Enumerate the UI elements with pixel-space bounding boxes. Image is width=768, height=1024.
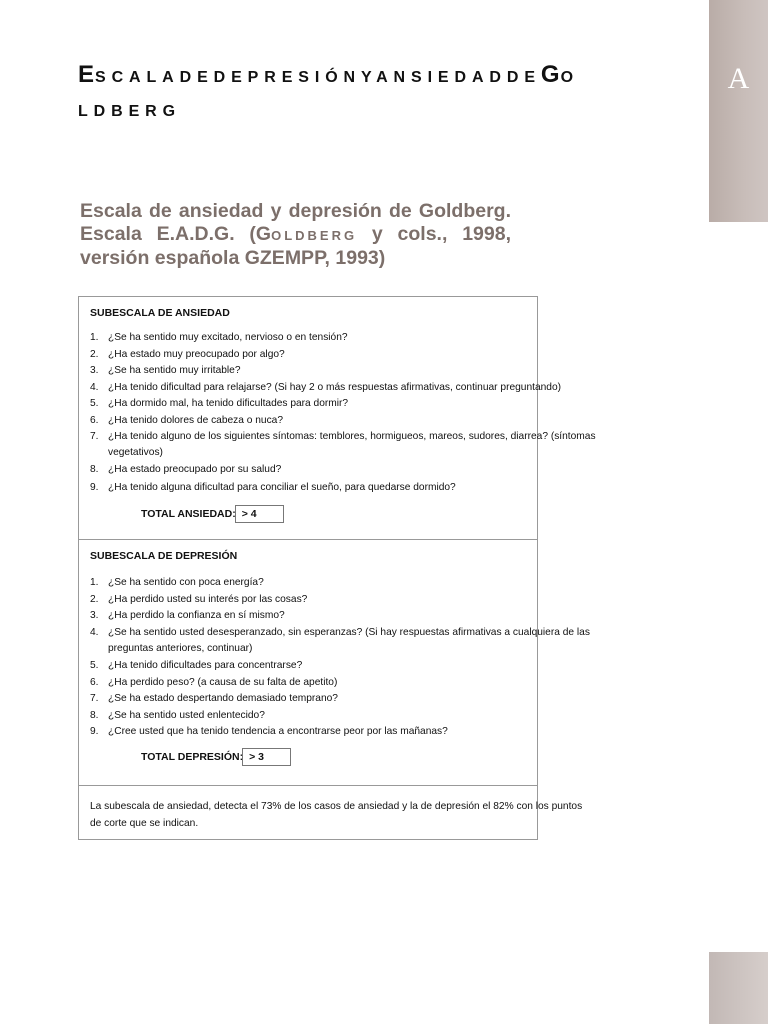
note-text [90, 798, 650, 832]
list-item: 9. ¿Cree usted que ha tenido tendencia a encontrarse peor por las mañanas? [90, 726, 448, 737]
subtitle-text-1: Escala de ansiedad y depresión de Goldberg. Escala E.A.D.G. (G [80, 200, 511, 245]
list-item: 8. ¿Se ha sentido usted enlentecido? [90, 709, 265, 721]
title-part-2: O [560, 69, 579, 86]
depression-total-value: > 3 [242, 748, 291, 766]
list-item: 9. ¿Ha tenido alguna dificultad para conciliar el sueño, para quedarse dormido? [90, 482, 456, 493]
title-initial-1: E [78, 61, 96, 88]
list-item: 1. ¿Se ha sentido con poca energía? [90, 577, 264, 588]
title-line-2: LDBERG [78, 103, 181, 120]
list-item: 4. ¿Se ha sentido usted desesperanzado, sin esperanzas? (Si hay respuestas afirmativas a cualquiera de las preguntas anteriores, continuar) [90, 627, 590, 654]
note-line-2: de corte que se indican. [90, 818, 199, 829]
chapter-letter: A [727, 62, 750, 95]
list-item: 3. ¿Se ha sentido muy irritable? [90, 365, 241, 376]
chapter-tab-bottom [709, 952, 768, 1024]
anxiety-total-label: TOTAL ANSIEDAD: [141, 508, 236, 520]
list-item: 1. ¿Se ha sentido muy excitado, nervioso o en tensión? [90, 332, 348, 343]
anxiety-subscale-box [78, 296, 596, 540]
list-item: 6. ¿Ha perdido peso? (a causa de su falta de apetito) [90, 676, 338, 688]
depression-total-label: TOTAL DEPRESIÓN: [141, 751, 244, 763]
anxiety-total [141, 505, 284, 523]
title-initial-2: G [540, 61, 561, 88]
page-title [78, 58, 678, 129]
depression-total [141, 748, 291, 766]
list-item: 5. ¿Ha tenido dificultades para concentrarse? [90, 660, 303, 671]
list-item: 6. ¿Ha tenido dolores de cabeza o nuca? [90, 414, 284, 426]
anxiety-total-value: > 4 [235, 505, 284, 523]
note-box [78, 785, 583, 840]
list-item: 3. ¿Ha perdido la confianza en sí mismo? [90, 610, 285, 621]
note-line-1: La subescala de ansiedad, detecta el 73% de los casos de ansiedad y la de depresión el 82% con los puntos [90, 801, 583, 812]
list-item: 7. ¿Ha tenido alguno de los siguientes síntomas: temblores, hormigueos, mareos, sudores, diarrea? (síntomas vegetativos) [90, 431, 596, 458]
list-item: 2. ¿Ha perdido usted su interés por las cosas? [90, 593, 308, 605]
anxiety-title: SUBESCALA DE ANSIEDAD [90, 307, 230, 319]
subtitle-text-2: y cols., 1998, versión española GZEMPP, 1993) [80, 223, 511, 269]
list-item: 2. ¿Ha estado muy preocupado por algo? [90, 348, 285, 360]
list-item: 8. ¿Ha estado preocupado por su salud? [90, 463, 282, 475]
chapter-tab [709, 0, 768, 222]
section-subtitle [80, 200, 511, 270]
depression-title: SUBESCALA DE DEPRESIÓN [90, 550, 238, 562]
list-item: 4. ¿Ha tenido dificultad para relajarse? (Si hay 2 o más respuestas afirmativas, continuar preguntando) [90, 381, 562, 393]
subtitle-smallcaps: OLDBERG [271, 228, 358, 243]
list-item: 7. ¿Se ha estado despertando demasiado temprano? [90, 693, 338, 704]
title-part-1: SCALADEDEPRESIÓNYANSIEDADDE [95, 69, 541, 86]
depression-subscale-box [78, 539, 590, 786]
list-item: 5. ¿Ha dormido mal, ha tenido dificultades para dormir? [90, 398, 349, 409]
